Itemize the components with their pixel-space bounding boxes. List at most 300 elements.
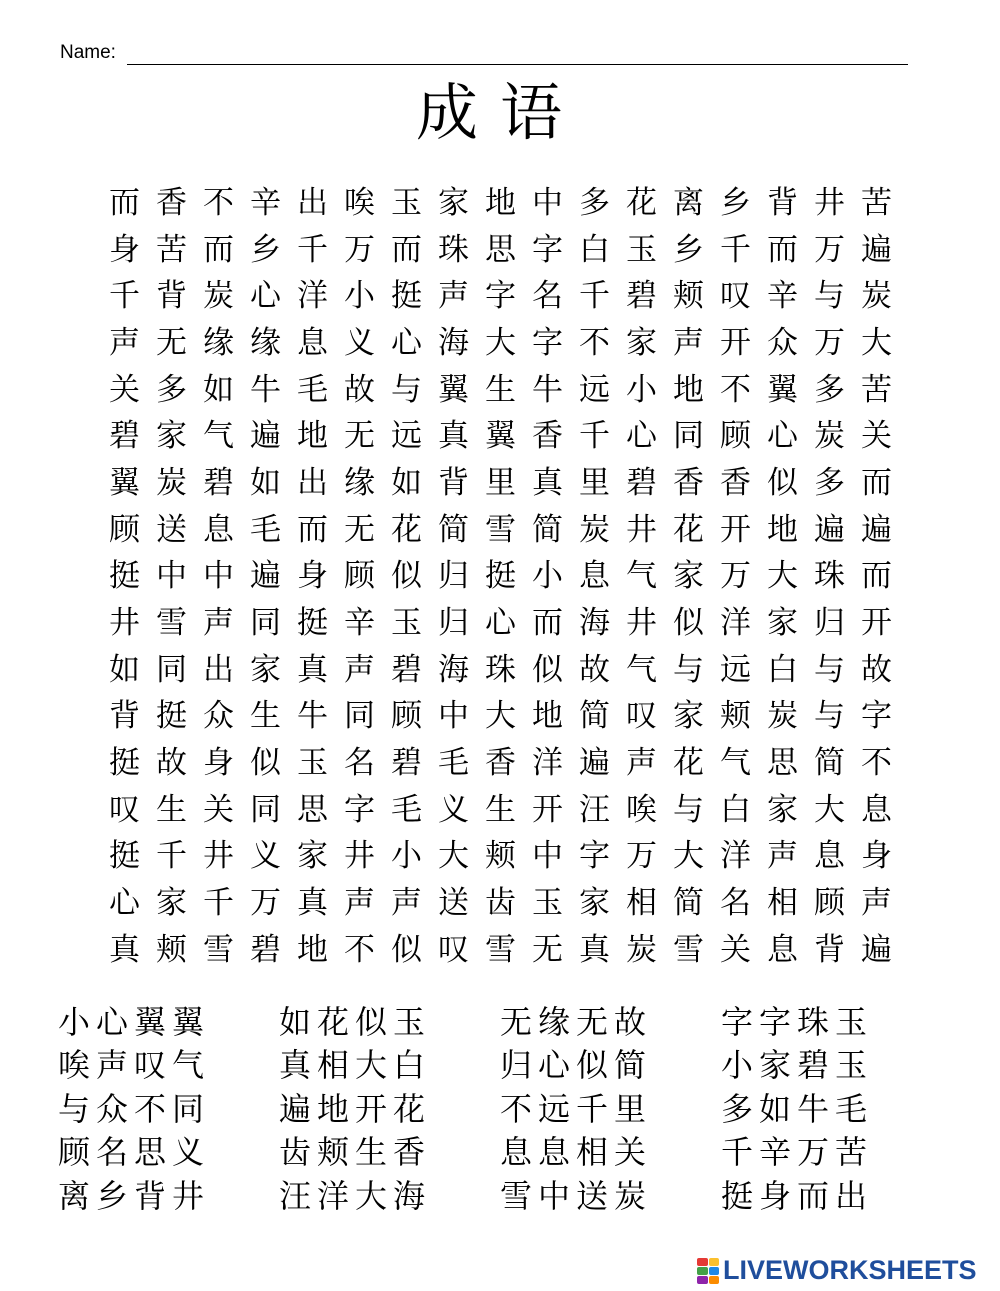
grid-cell[interactable]: 中 (532, 838, 563, 875)
grid-cell[interactable]: 井 (626, 605, 657, 642)
grid-cell[interactable]: 大 (673, 838, 704, 875)
grid-cell[interactable]: 似 (391, 558, 422, 595)
name-field[interactable] (127, 64, 908, 65)
grid-cell[interactable]: 与 (391, 371, 422, 408)
grid-cell[interactable]: 顾 (391, 698, 422, 735)
grid-cell[interactable]: 而 (861, 464, 892, 501)
grid-cell[interactable]: 心 (391, 324, 422, 361)
grid-cell[interactable]: 中 (203, 558, 234, 595)
grid-cell[interactable]: 顾 (109, 511, 140, 548)
grid-cell[interactable]: 挺 (156, 698, 187, 735)
grid-cell[interactable]: 无 (532, 931, 563, 968)
grid-cell[interactable]: 似 (391, 931, 422, 968)
grid-cell[interactable]: 香 (485, 745, 516, 782)
grid-cell[interactable]: 义 (250, 838, 281, 875)
grid-cell[interactable]: 故 (344, 371, 375, 408)
grid-cell[interactable]: 炭 (156, 464, 187, 501)
grid-cell[interactable]: 海 (438, 324, 469, 361)
grid-cell[interactable]: 遍 (861, 511, 892, 548)
grid-cell[interactable]: 地 (673, 371, 704, 408)
grid-cell[interactable]: 息 (297, 324, 328, 361)
grid-cell[interactable]: 万 (814, 324, 845, 361)
grid-cell[interactable]: 颊 (720, 698, 751, 735)
grid-cell[interactable]: 洋 (720, 605, 751, 642)
grid-cell[interactable]: 唉 (344, 184, 375, 221)
grid-cell[interactable]: 花 (391, 511, 422, 548)
grid-cell[interactable]: 不 (579, 324, 610, 361)
grid-cell[interactable]: 远 (579, 371, 610, 408)
grid-cell[interactable]: 大 (485, 324, 516, 361)
word-list-row (58, 1000, 958, 1044)
grid-cell[interactable]: 叹 (438, 931, 469, 968)
grid-cell[interactable]: 背 (156, 278, 187, 315)
grid-cell[interactable]: 归 (438, 605, 469, 642)
grid-cell[interactable]: 乡 (250, 231, 281, 268)
grid-cell[interactable]: 无 (344, 418, 375, 455)
grid-cell[interactable]: 香 (673, 464, 704, 501)
grid-cell[interactable]: 小 (532, 558, 563, 595)
grid-cell[interactable]: 遍 (250, 558, 281, 595)
grid-cell[interactable]: 万 (720, 558, 751, 595)
grid-cell[interactable]: 雪 (485, 511, 516, 548)
grid-cell[interactable]: 井 (109, 605, 140, 642)
grid-cell[interactable]: 似 (673, 605, 704, 642)
grid-cell[interactable]: 身 (109, 231, 140, 268)
grid-cell[interactable]: 玉 (391, 605, 422, 642)
grid-cell[interactable]: 井 (203, 838, 234, 875)
grid-cell[interactable]: 毛 (438, 745, 469, 782)
grid-cell[interactable]: 真 (297, 885, 328, 922)
grid-cell[interactable]: 汪 (579, 791, 610, 828)
grid-cell[interactable]: 而 (767, 231, 798, 268)
grid-cell[interactable]: 而 (391, 231, 422, 268)
grid-cell[interactable]: 白 (720, 791, 751, 828)
grid-cell[interactable]: 玉 (297, 745, 328, 782)
grid-cell[interactable]: 真 (579, 931, 610, 968)
grid-cell[interactable]: 生 (485, 371, 516, 408)
grid-cell[interactable]: 香 (720, 464, 751, 501)
grid-cell[interactable]: 真 (109, 931, 140, 968)
grid-cell[interactable]: 家 (767, 791, 798, 828)
grid-cell[interactable]: 与 (673, 651, 704, 688)
grid-cell[interactable]: 家 (673, 558, 704, 595)
grid-cell[interactable]: 家 (156, 885, 187, 922)
grid-cell[interactable]: 简 (814, 745, 845, 782)
grid-cell[interactable]: 背 (814, 931, 845, 968)
grid-cell[interactable]: 气 (203, 418, 234, 455)
grid-cell[interactable]: 关 (720, 931, 751, 968)
grid-cell[interactable]: 大 (485, 698, 516, 735)
grid-cell[interactable]: 气 (626, 651, 657, 688)
word-list-item: 小心翼翼 (58, 1002, 211, 1041)
grid-cell[interactable]: 万 (344, 231, 375, 268)
grid-cell[interactable]: 如 (203, 371, 234, 408)
grid-cell[interactable]: 众 (767, 324, 798, 361)
grid-cell[interactable]: 多 (814, 371, 845, 408)
grid-cell[interactable]: 息 (767, 931, 798, 968)
grid-cell[interactable]: 生 (250, 698, 281, 735)
grid-cell[interactable]: 千 (297, 231, 328, 268)
grid-cell[interactable]: 简 (532, 511, 563, 548)
grid-row (101, 367, 900, 414)
grid-cell[interactable]: 碧 (391, 745, 422, 782)
grid-cell[interactable]: 家 (250, 651, 281, 688)
grid-cell[interactable]: 出 (297, 464, 328, 501)
grid-cell[interactable]: 乡 (720, 184, 751, 221)
grid-cell[interactable]: 名 (532, 278, 563, 315)
grid-cell[interactable]: 与 (673, 791, 704, 828)
grid-cell[interactable]: 背 (438, 464, 469, 501)
grid-cell[interactable]: 声 (438, 278, 469, 315)
grid-cell[interactable]: 玉 (391, 184, 422, 221)
grid-cell[interactable]: 简 (673, 885, 704, 922)
grid-cell[interactable]: 如 (391, 464, 422, 501)
grid-cell[interactable]: 真 (532, 464, 563, 501)
grid-cell[interactable]: 开 (720, 511, 751, 548)
grid-cell[interactable]: 字 (485, 278, 516, 315)
grid-cell[interactable]: 众 (203, 698, 234, 735)
grid-cell[interactable]: 故 (579, 651, 610, 688)
grid-cell[interactable]: 缘 (344, 464, 375, 501)
word-list-item: 不远千里 (500, 1089, 653, 1128)
grid-cell[interactable]: 多 (814, 464, 845, 501)
grid-cell[interactable]: 多 (156, 371, 187, 408)
grid-cell[interactable]: 玉 (626, 231, 657, 268)
grid-cell[interactable]: 香 (156, 184, 187, 221)
grid-cell[interactable]: 白 (767, 651, 798, 688)
grid-cell[interactable]: 挺 (297, 605, 328, 642)
grid-cell[interactable]: 生 (156, 791, 187, 828)
grid-cell[interactable]: 雪 (485, 931, 516, 968)
grid-cell[interactable]: 地 (485, 184, 516, 221)
grid-cell[interactable]: 千 (720, 231, 751, 268)
grid-cell[interactable]: 挺 (391, 278, 422, 315)
grid-cell[interactable]: 不 (720, 371, 751, 408)
grid-cell[interactable]: 声 (767, 838, 798, 875)
grid-cell[interactable]: 而 (532, 605, 563, 642)
grid-cell[interactable]: 而 (109, 184, 140, 221)
grid-cell[interactable]: 牛 (532, 371, 563, 408)
grid-cell[interactable]: 乡 (673, 231, 704, 268)
grid-cell[interactable]: 碧 (109, 418, 140, 455)
grid-cell[interactable]: 大 (767, 558, 798, 595)
grid-cell[interactable]: 地 (297, 931, 328, 968)
grid-cell[interactable]: 多 (579, 184, 610, 221)
grid-cell[interactable]: 翼 (485, 418, 516, 455)
grid-cell[interactable]: 挺 (485, 558, 516, 595)
grid-cell[interactable]: 关 (109, 371, 140, 408)
grid-cell[interactable]: 珠 (438, 231, 469, 268)
grid-cell[interactable]: 缘 (250, 324, 281, 361)
grid-cell[interactable]: 顾 (344, 558, 375, 595)
grid-cell[interactable]: 大 (814, 791, 845, 828)
grid-cell[interactable]: 声 (391, 885, 422, 922)
grid-cell[interactable]: 心 (485, 605, 516, 642)
grid-cell[interactable]: 声 (344, 885, 375, 922)
word-list-item: 雪中送炭 (500, 1176, 653, 1215)
grid-cell[interactable]: 炭 (767, 698, 798, 735)
grid-cell[interactable]: 里 (579, 464, 610, 501)
grid-cell[interactable]: 大 (861, 324, 892, 361)
grid-cell[interactable]: 苦 (156, 231, 187, 268)
grid-cell[interactable]: 千 (579, 278, 610, 315)
grid-cell[interactable]: 毛 (391, 791, 422, 828)
grid-cell[interactable]: 简 (438, 511, 469, 548)
grid-cell[interactable]: 海 (438, 651, 469, 688)
grid-cell[interactable]: 地 (297, 418, 328, 455)
grid-cell[interactable]: 颊 (156, 931, 187, 968)
grid-cell[interactable]: 井 (814, 184, 845, 221)
grid-cell[interactable]: 齿 (485, 885, 516, 922)
grid-cell[interactable]: 中 (532, 184, 563, 221)
grid-cell[interactable]: 出 (203, 651, 234, 688)
grid-cell[interactable]: 同 (344, 698, 375, 735)
grid-cell[interactable]: 归 (438, 558, 469, 595)
grid-cell[interactable]: 似 (250, 745, 281, 782)
grid-cell[interactable]: 海 (579, 605, 610, 642)
grid-cell[interactable]: 中 (156, 558, 187, 595)
grid-cell[interactable]: 息 (814, 838, 845, 875)
grid-cell[interactable]: 而 (861, 558, 892, 595)
grid-cell[interactable]: 心 (626, 418, 657, 455)
grid-cell[interactable]: 缘 (203, 324, 234, 361)
grid-cell[interactable]: 遍 (250, 418, 281, 455)
grid-row (101, 880, 900, 927)
grid-cell[interactable]: 名 (344, 745, 375, 782)
grid-cell[interactable]: 雪 (203, 931, 234, 968)
grid-cell[interactable]: 思 (485, 231, 516, 268)
grid-cell[interactable]: 叹 (109, 791, 140, 828)
grid-cell[interactable]: 而 (297, 511, 328, 548)
grid-cell[interactable]: 不 (203, 184, 234, 221)
grid-cell[interactable]: 家 (579, 885, 610, 922)
grid-cell[interactable]: 牛 (250, 371, 281, 408)
grid-cell[interactable]: 身 (861, 838, 892, 875)
grid-cell[interactable]: 花 (626, 184, 657, 221)
grid-cell[interactable]: 小 (626, 371, 657, 408)
grid-cell[interactable]: 声 (626, 745, 657, 782)
grid-cell[interactable]: 离 (673, 184, 704, 221)
grid-cell[interactable]: 花 (673, 745, 704, 782)
grid-cell[interactable]: 遍 (814, 511, 845, 548)
grid-cell[interactable]: 名 (720, 885, 751, 922)
grid-cell[interactable]: 声 (344, 651, 375, 688)
grid-cell[interactable]: 不 (861, 745, 892, 782)
grid-cell[interactable]: 声 (673, 324, 704, 361)
grid-cell[interactable]: 如 (109, 651, 140, 688)
word-search-grid[interactable] (101, 180, 900, 974)
grid-cell[interactable]: 似 (532, 651, 563, 688)
grid-cell[interactable]: 身 (297, 558, 328, 595)
grid-cell[interactable]: 炭 (814, 418, 845, 455)
grid-cell[interactable]: 炭 (626, 931, 657, 968)
grid-cell[interactable]: 简 (579, 698, 610, 735)
grid-cell[interactable]: 息 (579, 558, 610, 595)
grid-cell[interactable]: 家 (438, 184, 469, 221)
grid-cell[interactable]: 中 (438, 698, 469, 735)
grid-cell[interactable]: 挺 (109, 745, 140, 782)
grid-cell[interactable]: 井 (626, 511, 657, 548)
grid-cell[interactable]: 字 (344, 791, 375, 828)
grid-cell[interactable]: 远 (391, 418, 422, 455)
grid-cell[interactable]: 同 (156, 651, 187, 688)
grid-cell[interactable]: 千 (579, 418, 610, 455)
grid-cell[interactable]: 碧 (203, 464, 234, 501)
grid-cell[interactable]: 辛 (250, 184, 281, 221)
grid-cell[interactable]: 碧 (250, 931, 281, 968)
grid-cell[interactable]: 万 (626, 838, 657, 875)
grid-cell[interactable]: 家 (297, 838, 328, 875)
grid-cell[interactable]: 义 (438, 791, 469, 828)
grid-cell[interactable]: 玉 (532, 885, 563, 922)
grid-cell[interactable]: 义 (344, 324, 375, 361)
grid-cell[interactable]: 苦 (861, 371, 892, 408)
grid-cell[interactable]: 翼 (438, 371, 469, 408)
grid-cell[interactable]: 顾 (720, 418, 751, 455)
grid-cell[interactable]: 与 (814, 698, 845, 735)
grid-cell[interactable]: 气 (720, 745, 751, 782)
grid-cell[interactable]: 碧 (626, 278, 657, 315)
grid-cell[interactable]: 归 (814, 605, 845, 642)
grid-cell[interactable]: 开 (861, 605, 892, 642)
grid-cell[interactable]: 挺 (109, 838, 140, 875)
grid-cell[interactable]: 千 (156, 838, 187, 875)
grid-cell[interactable]: 关 (203, 791, 234, 828)
grid-row (101, 787, 900, 834)
grid-cell[interactable]: 思 (767, 745, 798, 782)
grid-cell[interactable]: 万 (250, 885, 281, 922)
grid-cell[interactable]: 相 (626, 885, 657, 922)
grid-cell[interactable]: 香 (532, 418, 563, 455)
grid-cell[interactable]: 牛 (297, 698, 328, 735)
grid-cell[interactable]: 字 (532, 231, 563, 268)
grid-cell[interactable]: 息 (861, 791, 892, 828)
grid-cell[interactable]: 大 (438, 838, 469, 875)
grid-cell[interactable]: 送 (156, 511, 187, 548)
grid-cell[interactable]: 同 (673, 418, 704, 455)
grid-cell[interactable]: 万 (814, 231, 845, 268)
grid-cell[interactable]: 唉 (626, 791, 657, 828)
grid-cell[interactable]: 无 (344, 511, 375, 548)
grid-cell[interactable]: 气 (626, 558, 657, 595)
grid-cell[interactable]: 而 (203, 231, 234, 268)
grid-cell[interactable]: 似 (767, 464, 798, 501)
grid-cell[interactable]: 送 (438, 885, 469, 922)
grid-cell[interactable]: 千 (203, 885, 234, 922)
grid-cell[interactable]: 雪 (673, 931, 704, 968)
grid-cell[interactable]: 炭 (861, 278, 892, 315)
grid-cell[interactable]: 辛 (344, 605, 375, 642)
grid-cell[interactable]: 遍 (861, 231, 892, 268)
grid-cell[interactable]: 远 (720, 651, 751, 688)
grid-cell[interactable]: 不 (344, 931, 375, 968)
grid-cell[interactable]: 背 (767, 184, 798, 221)
grid-cell[interactable]: 家 (673, 698, 704, 735)
grid-cell[interactable]: 与 (814, 278, 845, 315)
grid-cell[interactable]: 毛 (250, 511, 281, 548)
grid-cell[interactable]: 碧 (391, 651, 422, 688)
word-list-item: 真相大白 (279, 1046, 432, 1085)
grid-cell[interactable]: 地 (767, 511, 798, 548)
grid-cell[interactable]: 息 (203, 511, 234, 548)
grid-cell[interactable]: 心 (250, 278, 281, 315)
grid-cell[interactable]: 关 (861, 418, 892, 455)
grid-cell[interactable]: 如 (250, 464, 281, 501)
grid-cell[interactable]: 同 (250, 605, 281, 642)
grid-cell[interactable]: 叹 (626, 698, 657, 735)
grid-cell[interactable]: 洋 (532, 745, 563, 782)
grid-cell[interactable]: 相 (767, 885, 798, 922)
grid-cell[interactable]: 洋 (720, 838, 751, 875)
grid-row (101, 647, 900, 694)
grid-cell[interactable]: 出 (297, 184, 328, 221)
grid-cell[interactable]: 珠 (814, 558, 845, 595)
grid-cell[interactable]: 背 (109, 698, 140, 735)
grid-cell[interactable]: 小 (391, 838, 422, 875)
grid-cell[interactable]: 家 (156, 418, 187, 455)
grid-cell[interactable]: 开 (532, 791, 563, 828)
grid-cell[interactable]: 无 (156, 324, 187, 361)
grid-cell[interactable]: 家 (767, 605, 798, 642)
grid-cell[interactable]: 遍 (579, 745, 610, 782)
grid-cell[interactable]: 小 (344, 278, 375, 315)
grid-cell[interactable]: 毛 (297, 371, 328, 408)
grid-cell[interactable]: 碧 (626, 464, 657, 501)
grid-cell[interactable]: 遍 (861, 931, 892, 968)
grid-cell[interactable]: 声 (861, 885, 892, 922)
grid-cell[interactable]: 里 (485, 464, 516, 501)
grid-cell[interactable]: 真 (438, 418, 469, 455)
grid-cell[interactable]: 思 (297, 791, 328, 828)
grid-cell[interactable]: 与 (814, 651, 845, 688)
grid-cell[interactable]: 颊 (673, 278, 704, 315)
grid-cell[interactable]: 千 (109, 278, 140, 315)
grid-cell[interactable]: 炭 (579, 511, 610, 548)
grid-cell[interactable]: 字 (532, 324, 563, 361)
grid-cell[interactable]: 颊 (485, 838, 516, 875)
grid-cell[interactable]: 故 (861, 651, 892, 688)
grid-cell[interactable]: 洋 (297, 278, 328, 315)
grid-cell[interactable]: 辛 (767, 278, 798, 315)
grid-cell[interactable]: 珠 (485, 651, 516, 688)
grid-cell[interactable]: 同 (250, 791, 281, 828)
grid-cell[interactable]: 生 (485, 791, 516, 828)
grid-cell[interactable]: 叹 (720, 278, 751, 315)
grid-cell[interactable]: 顾 (814, 885, 845, 922)
grid-cell[interactable]: 心 (109, 885, 140, 922)
grid-cell[interactable]: 白 (579, 231, 610, 268)
grid-cell[interactable]: 家 (626, 324, 657, 361)
grid-cell[interactable]: 字 (579, 838, 610, 875)
grid-cell[interactable]: 字 (861, 698, 892, 735)
grid-cell[interactable]: 开 (720, 324, 751, 361)
grid-cell[interactable]: 苦 (861, 184, 892, 221)
grid-cell[interactable]: 翼 (109, 464, 140, 501)
grid-cell[interactable]: 故 (156, 745, 187, 782)
grid-cell[interactable]: 翼 (767, 371, 798, 408)
grid-cell[interactable]: 井 (344, 838, 375, 875)
grid-cell[interactable]: 心 (767, 418, 798, 455)
grid-cell[interactable]: 声 (109, 324, 140, 361)
grid-cell[interactable]: 声 (203, 605, 234, 642)
grid-cell[interactable]: 挺 (109, 558, 140, 595)
grid-cell[interactable]: 真 (297, 651, 328, 688)
grid-cell[interactable]: 炭 (203, 278, 234, 315)
grid-cell[interactable]: 身 (203, 745, 234, 782)
grid-cell[interactable]: 地 (532, 698, 563, 735)
grid-cell[interactable]: 花 (673, 511, 704, 548)
grid-cell[interactable]: 雪 (156, 605, 187, 642)
